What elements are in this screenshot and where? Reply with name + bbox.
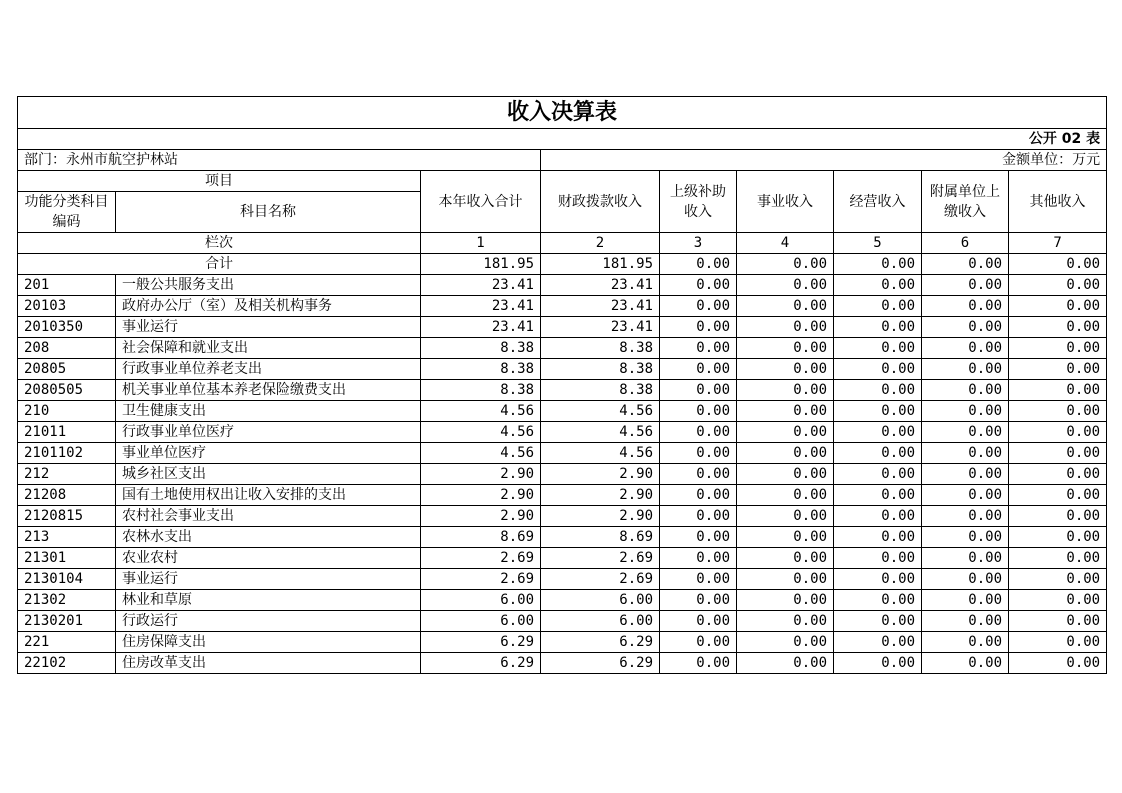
row-name: 林业和草原 xyxy=(116,590,421,611)
row-value: 0.00 xyxy=(660,422,737,443)
row-value: 0.00 xyxy=(737,275,834,296)
header-total-income: 本年收入合计 xyxy=(421,171,541,233)
column-index: 6 xyxy=(922,233,1009,254)
table-row xyxy=(18,401,1107,422)
row-code: 2101102 xyxy=(18,443,116,464)
table-row xyxy=(18,380,1107,401)
column-index: 1 xyxy=(421,233,541,254)
row-code: 212 xyxy=(18,464,116,485)
row-value: 0.00 xyxy=(922,548,1009,569)
row-value: 4.56 xyxy=(421,422,541,443)
header-other-income: 其他收入 xyxy=(1009,171,1107,233)
row-value: 23.41 xyxy=(541,296,660,317)
row-value: 8.38 xyxy=(541,359,660,380)
row-name: 机关事业单位基本养老保险缴费支出 xyxy=(116,380,421,401)
row-value: 0.00 xyxy=(660,464,737,485)
total-row-label: 合计 xyxy=(18,254,421,275)
row-value: 6.00 xyxy=(421,611,541,632)
table-row xyxy=(18,317,1107,338)
table-row xyxy=(18,296,1107,317)
table-row xyxy=(18,338,1107,359)
row-value: 0.00 xyxy=(660,275,737,296)
row-value: 2.90 xyxy=(421,485,541,506)
row-value: 0.00 xyxy=(660,380,737,401)
row-value: 0.00 xyxy=(737,548,834,569)
row-value: 0.00 xyxy=(1009,443,1107,464)
row-value: 0.00 xyxy=(737,527,834,548)
total-value: 0.00 xyxy=(922,254,1009,275)
row-value: 0.00 xyxy=(737,317,834,338)
row-code: 2130201 xyxy=(18,611,116,632)
row-code: 21011 xyxy=(18,422,116,443)
row-value: 0.00 xyxy=(737,338,834,359)
row-value: 0.00 xyxy=(1009,296,1107,317)
row-name: 政府办公厅（室）及相关机构事务 xyxy=(116,296,421,317)
row-value: 0.00 xyxy=(922,422,1009,443)
row-value: 0.00 xyxy=(1009,569,1107,590)
row-value: 2.90 xyxy=(541,464,660,485)
row-value: 0.00 xyxy=(660,632,737,653)
row-value: 0.00 xyxy=(834,548,922,569)
row-value: 0.00 xyxy=(1009,611,1107,632)
row-value: 0.00 xyxy=(834,275,922,296)
total-value: 181.95 xyxy=(421,254,541,275)
row-value: 0.00 xyxy=(660,317,737,338)
table-row xyxy=(18,443,1107,464)
header-affiliated-income: 附属单位上缴收入 xyxy=(922,171,1009,233)
row-value: 6.29 xyxy=(541,632,660,653)
row-value: 0.00 xyxy=(737,401,834,422)
row-value: 0.00 xyxy=(1009,338,1107,359)
row-value: 0.00 xyxy=(1009,527,1107,548)
row-value: 0.00 xyxy=(834,611,922,632)
column-index: 2 xyxy=(541,233,660,254)
row-value: 0.00 xyxy=(1009,485,1107,506)
row-value: 0.00 xyxy=(1009,359,1107,380)
row-code: 2130104 xyxy=(18,569,116,590)
row-value: 0.00 xyxy=(660,611,737,632)
row-value: 6.29 xyxy=(421,632,541,653)
row-value: 0.00 xyxy=(1009,275,1107,296)
row-value: 0.00 xyxy=(922,317,1009,338)
row-value: 0.00 xyxy=(834,443,922,464)
header-fiscal-income: 财政拨款收入 xyxy=(541,171,660,233)
table-row xyxy=(18,359,1107,380)
row-value: 0.00 xyxy=(1009,548,1107,569)
unit-label: 金额单位：万元 xyxy=(541,150,1107,171)
row-name: 住房改革支出 xyxy=(116,653,421,674)
table-row xyxy=(18,569,1107,590)
row-value: 0.00 xyxy=(1009,380,1107,401)
department-label: 部门：永州市航空护林站 xyxy=(18,150,541,171)
row-value: 0.00 xyxy=(1009,422,1107,443)
row-value: 0.00 xyxy=(834,380,922,401)
row-value: 8.38 xyxy=(541,380,660,401)
row-name: 国有土地使用权出让收入安排的支出 xyxy=(116,485,421,506)
income-statement-sheet xyxy=(17,96,1106,674)
table-row xyxy=(18,464,1107,485)
total-value: 181.95 xyxy=(541,254,660,275)
row-value: 6.00 xyxy=(421,590,541,611)
total-value: 0.00 xyxy=(1009,254,1107,275)
row-value: 6.00 xyxy=(541,590,660,611)
row-value: 0.00 xyxy=(737,485,834,506)
row-value: 6.00 xyxy=(541,611,660,632)
total-value: 0.00 xyxy=(737,254,834,275)
row-value: 23.41 xyxy=(421,296,541,317)
row-value: 0.00 xyxy=(922,359,1009,380)
row-code: 20103 xyxy=(18,296,116,317)
row-value: 0.00 xyxy=(660,548,737,569)
row-value: 0.00 xyxy=(737,632,834,653)
table-row xyxy=(18,275,1107,296)
row-value: 0.00 xyxy=(660,359,737,380)
row-value: 0.00 xyxy=(737,611,834,632)
table-row xyxy=(18,527,1107,548)
header-upper-subsidy: 上级补助收入 xyxy=(660,171,737,233)
table-row xyxy=(18,485,1107,506)
row-code: 2010350 xyxy=(18,317,116,338)
header-function-code: 功能分类科目编码 xyxy=(18,192,116,233)
column-index: 4 xyxy=(737,233,834,254)
column-index: 5 xyxy=(834,233,922,254)
row-value: 0.00 xyxy=(834,485,922,506)
column-index: 3 xyxy=(660,233,737,254)
row-code: 2120815 xyxy=(18,506,116,527)
column-index: 7 xyxy=(1009,233,1107,254)
row-value: 6.29 xyxy=(541,653,660,674)
row-value: 0.00 xyxy=(922,464,1009,485)
row-code: 21208 xyxy=(18,485,116,506)
row-value: 0.00 xyxy=(922,506,1009,527)
row-value: 8.69 xyxy=(421,527,541,548)
row-code: 2080505 xyxy=(18,380,116,401)
row-value: 8.69 xyxy=(541,527,660,548)
row-value: 0.00 xyxy=(1009,590,1107,611)
income-statement-table xyxy=(17,96,1107,674)
row-value: 8.38 xyxy=(421,380,541,401)
row-value: 4.56 xyxy=(421,443,541,464)
row-value: 0.00 xyxy=(834,464,922,485)
row-value: 0.00 xyxy=(1009,632,1107,653)
row-name: 行政运行 xyxy=(116,611,421,632)
table-row xyxy=(18,653,1107,674)
row-value: 0.00 xyxy=(922,380,1009,401)
row-value: 0.00 xyxy=(834,653,922,674)
row-value: 23.41 xyxy=(421,275,541,296)
table-row xyxy=(18,506,1107,527)
row-value: 0.00 xyxy=(1009,506,1107,527)
row-value: 0.00 xyxy=(660,443,737,464)
row-value: 0.00 xyxy=(922,632,1009,653)
row-value: 0.00 xyxy=(660,401,737,422)
row-value: 0.00 xyxy=(834,569,922,590)
row-code: 20805 xyxy=(18,359,116,380)
row-value: 0.00 xyxy=(834,506,922,527)
row-value: 0.00 xyxy=(737,359,834,380)
row-value: 2.90 xyxy=(421,506,541,527)
row-code: 210 xyxy=(18,401,116,422)
row-value: 4.56 xyxy=(541,401,660,422)
row-value: 0.00 xyxy=(737,569,834,590)
row-value: 0.00 xyxy=(737,590,834,611)
row-value: 0.00 xyxy=(922,590,1009,611)
row-value: 0.00 xyxy=(922,338,1009,359)
total-value: 0.00 xyxy=(834,254,922,275)
row-value: 0.00 xyxy=(737,296,834,317)
row-value: 4.56 xyxy=(541,443,660,464)
row-name: 行政事业单位养老支出 xyxy=(116,359,421,380)
row-value: 0.00 xyxy=(660,569,737,590)
row-code: 21301 xyxy=(18,548,116,569)
row-name: 农业农村 xyxy=(116,548,421,569)
row-name: 事业运行 xyxy=(116,317,421,338)
row-value: 0.00 xyxy=(922,485,1009,506)
row-code: 201 xyxy=(18,275,116,296)
row-value: 0.00 xyxy=(660,527,737,548)
row-name: 农村社会事业支出 xyxy=(116,506,421,527)
row-value: 0.00 xyxy=(922,443,1009,464)
row-value: 8.38 xyxy=(421,359,541,380)
column-index-label: 栏次 xyxy=(18,233,421,254)
row-value: 0.00 xyxy=(834,527,922,548)
row-value: 0.00 xyxy=(660,485,737,506)
row-value: 0.00 xyxy=(922,611,1009,632)
row-value: 4.56 xyxy=(421,401,541,422)
document-number: 公开 02 表 xyxy=(18,129,1107,150)
row-name: 事业单位医疗 xyxy=(116,443,421,464)
row-value: 23.41 xyxy=(541,275,660,296)
row-value: 6.29 xyxy=(421,653,541,674)
table-row xyxy=(18,590,1107,611)
row-value: 2.90 xyxy=(421,464,541,485)
row-value: 0.00 xyxy=(1009,464,1107,485)
row-name: 农林水支出 xyxy=(116,527,421,548)
row-value: 0.00 xyxy=(660,590,737,611)
row-value: 2.90 xyxy=(541,506,660,527)
row-value: 0.00 xyxy=(834,338,922,359)
row-value: 23.41 xyxy=(421,317,541,338)
row-name: 卫生健康支出 xyxy=(116,401,421,422)
row-value: 8.38 xyxy=(541,338,660,359)
row-value: 0.00 xyxy=(834,590,922,611)
table-row xyxy=(18,422,1107,443)
row-value: 0.00 xyxy=(1009,401,1107,422)
row-value: 0.00 xyxy=(922,653,1009,674)
header-item: 项目 xyxy=(18,171,421,192)
row-value: 0.00 xyxy=(834,422,922,443)
row-value: 2.90 xyxy=(541,485,660,506)
header-operating-income: 经营收入 xyxy=(834,171,922,233)
row-name: 住房保障支出 xyxy=(116,632,421,653)
row-value: 0.00 xyxy=(737,464,834,485)
row-value: 0.00 xyxy=(1009,653,1107,674)
row-value: 0.00 xyxy=(737,422,834,443)
row-value: 0.00 xyxy=(922,296,1009,317)
row-value: 2.69 xyxy=(421,548,541,569)
row-value: 0.00 xyxy=(834,359,922,380)
row-value: 4.56 xyxy=(541,422,660,443)
row-value: 0.00 xyxy=(737,506,834,527)
row-name: 行政事业单位医疗 xyxy=(116,422,421,443)
row-value: 0.00 xyxy=(737,380,834,401)
row-value: 0.00 xyxy=(922,275,1009,296)
row-code: 22102 xyxy=(18,653,116,674)
row-value: 2.69 xyxy=(541,548,660,569)
row-code: 21302 xyxy=(18,590,116,611)
table-row xyxy=(18,632,1107,653)
row-value: 8.38 xyxy=(421,338,541,359)
header-business-income: 事业收入 xyxy=(737,171,834,233)
row-code: 221 xyxy=(18,632,116,653)
row-name: 一般公共服务支出 xyxy=(116,275,421,296)
row-value: 0.00 xyxy=(922,401,1009,422)
row-value: 0.00 xyxy=(834,317,922,338)
header-subject-name: 科目名称 xyxy=(116,192,421,233)
row-value: 0.00 xyxy=(834,632,922,653)
row-value: 2.69 xyxy=(421,569,541,590)
row-value: 0.00 xyxy=(922,569,1009,590)
row-value: 23.41 xyxy=(541,317,660,338)
row-value: 2.69 xyxy=(541,569,660,590)
row-code: 208 xyxy=(18,338,116,359)
row-value: 0.00 xyxy=(1009,317,1107,338)
row-value: 0.00 xyxy=(660,296,737,317)
row-value: 0.00 xyxy=(834,296,922,317)
row-value: 0.00 xyxy=(922,527,1009,548)
row-value: 0.00 xyxy=(660,653,737,674)
row-value: 0.00 xyxy=(660,506,737,527)
table-row xyxy=(18,611,1107,632)
row-value: 0.00 xyxy=(737,653,834,674)
row-value: 0.00 xyxy=(834,401,922,422)
page-title: 收入决算表 xyxy=(18,97,1107,129)
total-value: 0.00 xyxy=(660,254,737,275)
row-code: 213 xyxy=(18,527,116,548)
row-name: 城乡社区支出 xyxy=(116,464,421,485)
row-name: 事业运行 xyxy=(116,569,421,590)
row-name: 社会保障和就业支出 xyxy=(116,338,421,359)
row-value: 0.00 xyxy=(737,443,834,464)
table-row xyxy=(18,548,1107,569)
row-value: 0.00 xyxy=(660,338,737,359)
